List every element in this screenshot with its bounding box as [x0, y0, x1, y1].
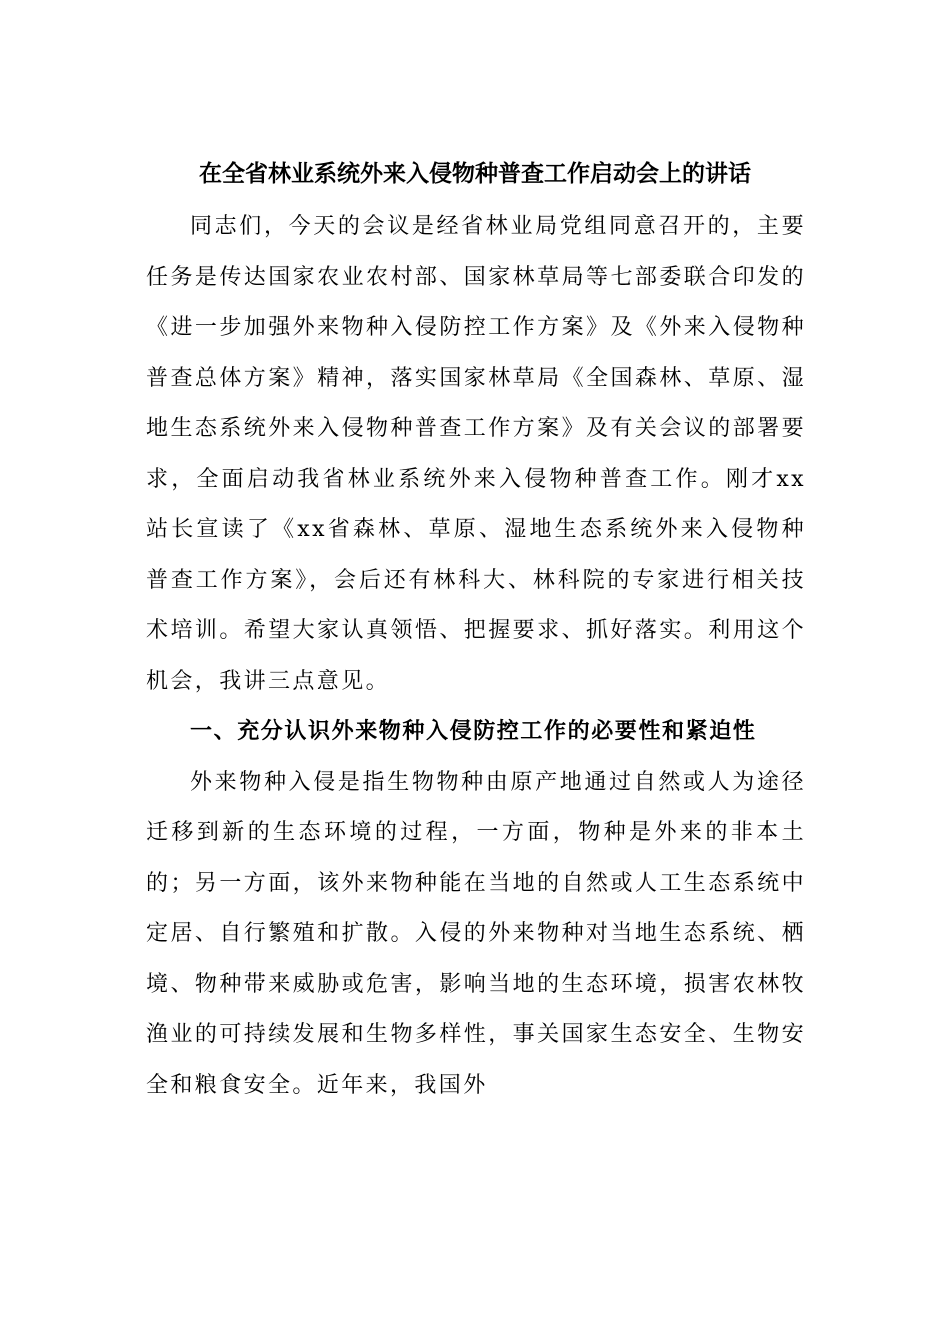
document-body [146, 202, 806, 1111]
section-heading-1: 一、充分认识外来物种入侵防控工作的必要性和紧迫性 [190, 719, 757, 744]
document-title: 在全省林业系统外来入侵物种普查工作启动会上的讲话 [199, 161, 751, 187]
section-1-paragraph: 外来物种入侵是指生物物种由原产地通过自然或人为途径迁移到新的生态环境的过程，一方面，物种是外来的非本土的；另一方面，该外来物种能在当地的自然或人工生态系统中定居、自行繁殖和扩散。入侵的外来物种对当地生态系统、栖境、物种带来威胁或危害，影响当地的生态环境，损害农林牧渔业的可持续发展和生物多样性，事关国家生态安全、生物安全和粮食安全。近年来，我国外 [146, 769, 806, 1098]
opening-paragraph: 同志们，今天的会议是经省林业局党组同意召开的，主要任务是传达国家农业农村部、国家林草局等七部委联合印发的《进一步加强外来物种入侵防控工作方案》及《外来入侵物种普查总体方案》精神，落实国家林草局《全国森林、草原、湿地生态系统外来入侵物种普查工作方案》及有关会议的部署要求，全面启动我省林业系统外来入侵物种普查工作。刚才xx站长宣读了《xx省森林、草原、湿地生态系统外来入侵物种普查工作方案》，会后还有林科大、林科院的专家进行相关技术培训。希望大家认真领悟、把握要求、抓好落实。利用这个机会，我讲三点意见。 [146, 214, 806, 694]
